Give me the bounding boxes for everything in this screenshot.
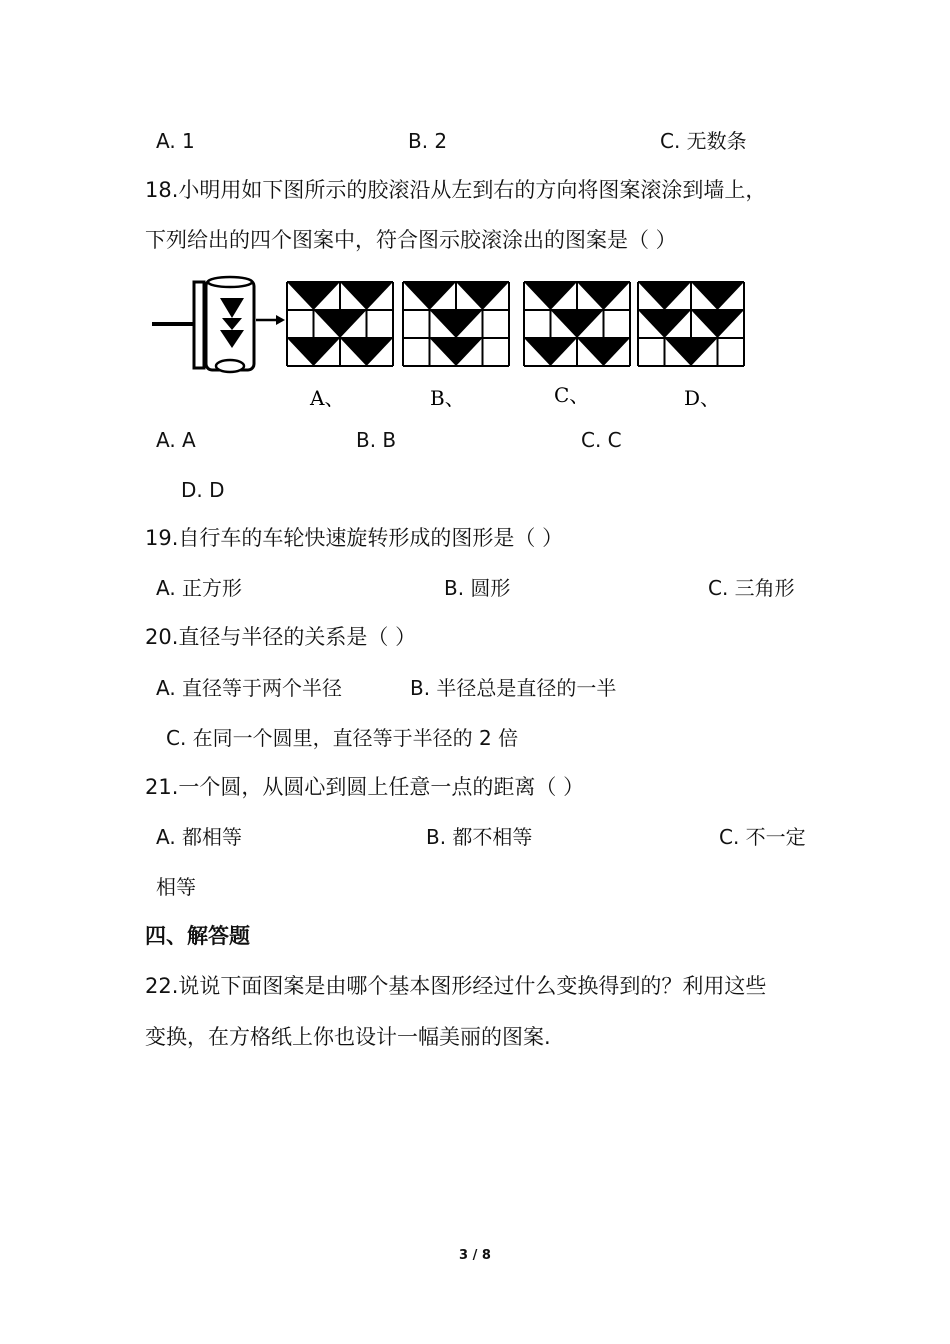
q20-question: 20.直径与半径的关系是（ ）: [145, 625, 417, 649]
figure-label-b: B、: [430, 386, 465, 410]
q20-option-a: A. 直径等于两个半径: [156, 676, 343, 700]
q19-question: 19.自行车的车轮快速旋转形成的图形是（ ）: [145, 526, 564, 550]
q22-question-line1: 22.说说下面图案是由哪个基本图形经过什么变换得到的？利用这些: [145, 974, 767, 998]
grid-option-b: [403, 282, 509, 366]
q21-question: 21.一个圆，从圆心到圆上任意一点的距离（ ）: [145, 775, 585, 799]
q20-option-b: B. 半径总是直径的一半: [410, 676, 617, 700]
q18-option-c: C. C: [581, 428, 622, 452]
q18-roller-figure: [148, 268, 768, 413]
q22-question-line2: 变换，在方格纸上你也设计一幅美丽的图案.: [145, 1025, 551, 1049]
grid-option-c: [524, 282, 630, 366]
q19-option-a: A. 正方形: [156, 576, 243, 600]
q21-option-c: C. 不一定: [719, 825, 806, 849]
figure-label-a: A、: [310, 386, 345, 410]
q17-option-a: A. 1: [156, 129, 195, 153]
figure-label-d: D、: [684, 386, 721, 410]
q17-option-b: B. 2: [408, 129, 448, 153]
grid-option-d: [638, 282, 744, 366]
page-number: 3 / 8: [459, 1248, 491, 1263]
q21-option-c-continued: 相等: [156, 875, 196, 899]
q18-question-line1: 18.小明用如下图所示的胶滚沿从左到右的方向将图案滚涂到墙上，: [145, 178, 767, 202]
q21-option-b: B. 都不相等: [426, 825, 533, 849]
q20-option-c: C. 在同一个圆里，直径等于半径的 2 倍: [166, 726, 519, 750]
q19-option-c: C. 三角形: [708, 576, 795, 600]
q18-option-d: D. D: [181, 478, 225, 502]
roller-icon: [194, 277, 254, 372]
arrow-right-icon: [256, 315, 285, 325]
q17-option-c: C. 无数条: [660, 129, 747, 153]
q18-question-line2: 下列给出的四个图案中，符合图示胶滚涂出的图案是（ ）: [145, 228, 677, 252]
q19-option-b: B. 圆形: [444, 576, 511, 600]
q18-option-b: B. B: [356, 428, 397, 452]
figure-label-c: C、: [554, 383, 590, 407]
q18-option-a: A. A: [156, 428, 196, 452]
section-heading: 四、解答题: [145, 924, 250, 948]
grid-option-a: [287, 282, 393, 366]
q21-option-a: A. 都相等: [156, 825, 243, 849]
